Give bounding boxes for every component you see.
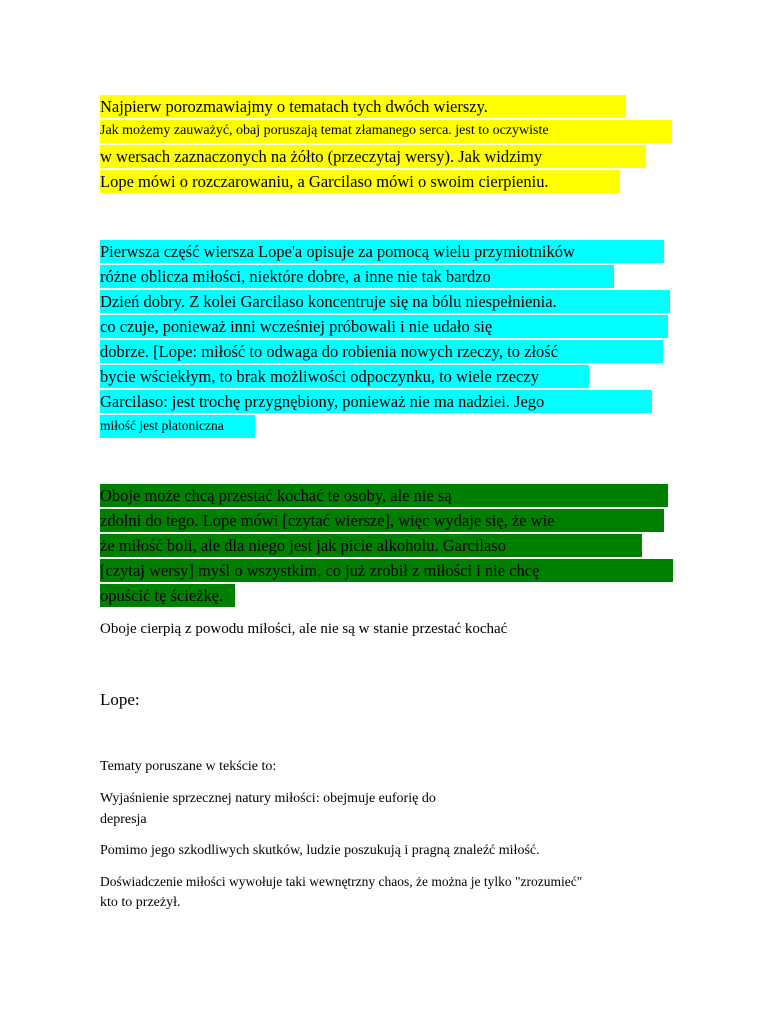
paragraph-line: miłość jest platoniczna — [100, 418, 224, 433]
theme-3-line-1: Doświadczenie miłości wywołuje taki wewnętrzny chaos, że można je tylko "zrozumieć" — [100, 874, 583, 889]
paragraph-line: opuścić tę ścieżkę. — [100, 586, 224, 605]
themes-intro: Tematy poruszane w tekście to: — [100, 759, 277, 774]
theme-1-line-1: Wyjaśnienie sprzecznej natury miłości: obejmuje euforię do — [100, 791, 436, 806]
paragraph-line: Jak możemy zauważyć, obaj poruszają temat złamanego serca. jest to oczywiste — [100, 123, 549, 138]
paragraph-line: że miłość boli, ale dla niego jest jak picie alkoholu. Garcilaso — [100, 536, 506, 555]
paragraph-line: Garcilaso: jest trochę przygnębiony, ponieważ nie ma nadziei. Jego — [100, 392, 545, 411]
paragraph-line: co czuje, ponieważ inni wcześniej próbowali i nie udało się — [100, 317, 493, 336]
section-heading: Lope: — [100, 690, 140, 709]
paragraph-line: dobrze. [Lope: miłość to odwaga do robienia nowych rzeczy, to złość — [100, 342, 559, 361]
theme-1-line-2: depresja — [100, 812, 147, 827]
paragraph-line: różne oblicza miłości, niektóre dobre, a inne nie tak bardzo — [100, 267, 491, 286]
paragraph-line: [czytaj wersy] myśl o wszystkim, co już zrobił z miłości i nie chcę — [100, 561, 540, 580]
paragraph-line: zdolni do tego. Lope mówi [czytać wiersze], więc wydaje się, że wie — [100, 511, 555, 530]
theme-3-line-2: kto to przeżył. — [100, 895, 181, 910]
paragraph-line: Pierwsza część wiersza Lope'a opisuje za pomocą wielu przymiotników — [100, 242, 575, 261]
summary-line: Oboje cierpią z powodu miłości, ale nie są w stanie przestać kochać — [100, 621, 508, 637]
paragraph-line: w wersach zaznaczonych na żółto (przeczytaj wersy). Jak widzimy — [100, 147, 543, 166]
paragraph-line: Oboje może chcą przestać kochać te osoby, ale nie są — [100, 486, 452, 505]
paragraph-line: bycie wściekłym, to brak możliwości odpoczynku, to wiele rzeczy — [100, 367, 539, 386]
paragraph-line: Najpierw porozmawiajmy o tematach tych dwóch wierszy. — [100, 97, 488, 116]
theme-2: Pomimo jego szkodliwych skutków, ludzie poszukują i pragną znaleźć miłość. — [100, 843, 540, 858]
paragraph-line: Dzień dobry. Z kolei Garcilaso koncentruje się na bólu niespełnienia. — [100, 292, 557, 311]
paragraph-line: Lope mówi o rozczarowaniu, a Garcilaso mówi o swoim cierpieniu. — [100, 172, 549, 191]
